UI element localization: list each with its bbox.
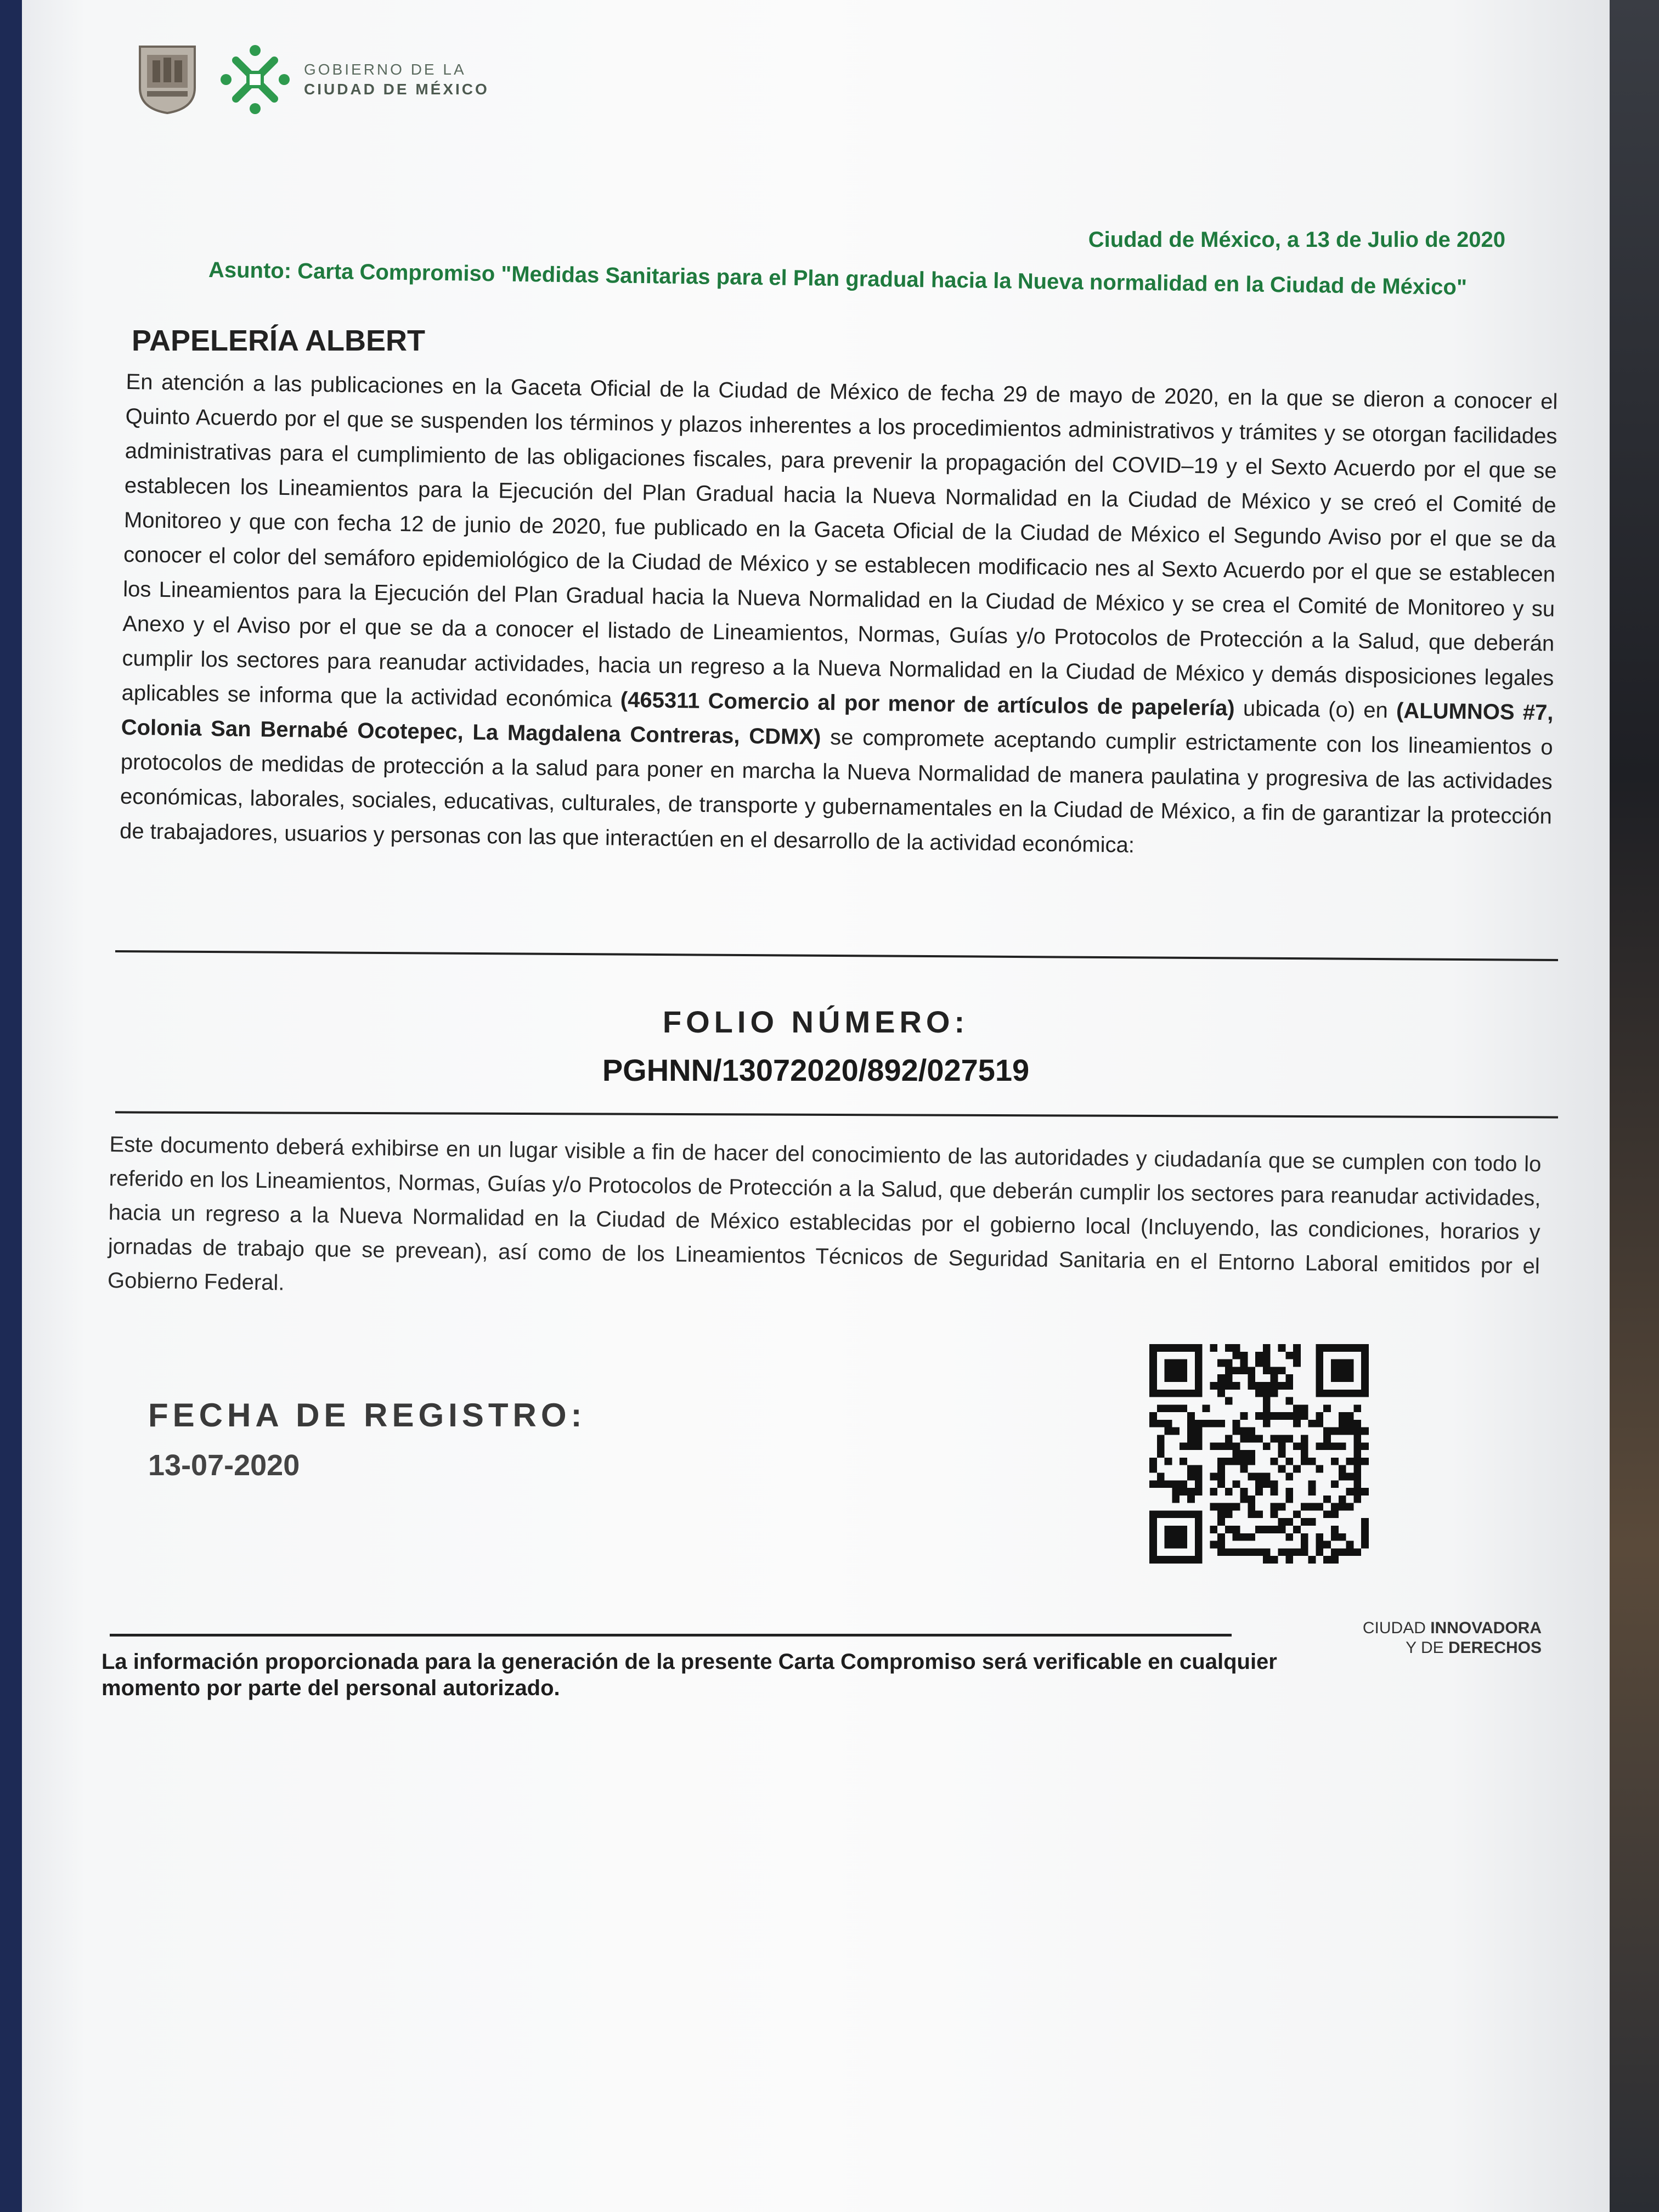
asunto-line: Asunto: Carta Compromiso "Medidas Sanitarias para el Plan gradual hacia la Nueva normalidad en la Ciudad de México": [208, 258, 1468, 300]
folio-number: PGHNN/13072020/892/027519: [602, 1053, 1030, 1087]
paragraph-commitment: se compromete aceptando cumplir estrictamente con los lineamientos o protocolos de medidas de protección a la salud para poner en marcha la Nueva Normalidad de manera paulatina y progresiva de las actividades económicas, laborales, sociales, educativas, culturales, de transporte y gubernamentales en la Ciudad de México, a fin de garantizar la protección de trabajadores, usuarios y personas con las que interactúen en el desarrollo de la actividad económica:: [119, 725, 1553, 857]
document-date: Ciudad de México, a 13 de Julio de 2020: [1088, 228, 1505, 252]
slogan-line-2: [1300, 1638, 1542, 1658]
slogan-y-de: Y DE: [1406, 1639, 1448, 1657]
coat-of-arms-icon: [137, 44, 198, 115]
folio-title: FOLIO NÚMERO:: [662, 1005, 969, 1039]
main-paragraph: [120, 365, 1558, 868]
slogan-derechos: DERECHOS: [1448, 1639, 1542, 1657]
background-right: [1610, 0, 1659, 2212]
divider-bottom: [115, 1111, 1558, 1118]
notice-paragraph: Este documento deberá exhibirse en un lugar visible a fin de hacer del conocimiento de las autoridades y ciudadanía que se cumplen con todo lo referido en los Lineamientos, Normas, Guías y/o Protocolos de Protección a la Salud, que deberán cumplir los sectores para reanudar actividades, hacia un regreso a la Nueva Normalidad en la Ciudad de México establecidas por el gobierno local (Incluyendo, las condiciones, horarios y jornadas de trabajo que se prevean), así como de los Lineamientos Técnicos de Seguridad Sanitaria en el Entorno Laboral emitidos por el Gobierno Federal.: [107, 1132, 1542, 1295]
city-slogan: [1300, 1618, 1542, 1658]
registration-date: 13-07-2020: [148, 1449, 300, 1482]
divider-top: [115, 950, 1558, 961]
paragraph-intro: En atención a las publicaciones en la Gaceta Oficial de la Ciudad de México de fecha 29 de mayo de 2020, en la que se dieron a conocer el Quinto Acuerdo por el que se suspenden los términos y plazos inherentes a los procedimientos administrativos y trámites y se otorgan facilidades administrativas para el cumplimiento de las obligaciones fiscales, para prevenir la propagación del COVID–19 y el Sexto Acuerdo por el que se establecen los Lineamientos para la Ejecución del Plan Gradual hacia la Nueva Normalidad en la Ciudad de México y se creó el Comité de Monitoreo y que con fecha 12 de junio de 2020, fue publicado en la Gaceta Oficial de la Ciudad de México el Segundo Aviso por el que se da conocer el color del semáforo epidemiológico de la Ciudad de México y se establecen modificacio nes al Sexto Acuerdo por el que se establecen los Lineamientos para la Ejecución del Plan Gradual hacia la Nueva Normalidad en la Ciudad de México y se crea el Comité de Monitoreo y su Anexo y el Aviso por el que se da a conocer el listado de Lineamientos, Normas, Guías y/o Protocolos de Protección a la Salud, que deberán cumplir los sectores para reanudar actividades, hacia un regreso a la Nueva Normalidad en la Ciudad de México y demás disposiciones legales aplicables se informa que la actividad económica: [121, 369, 1558, 712]
document-sheet: [22, 0, 1610, 2212]
paragraph-located: ubicada (o) en: [1243, 696, 1389, 723]
verification-note: La información proporcionada para la generación de la presente Carta Compromiso será verificable en cualquier momento por parte del personal autorizado.: [101, 1650, 1277, 1700]
gov-line-2: CIUDAD DE MÉXICO: [304, 81, 489, 98]
background-left: [0, 0, 22, 2212]
economic-activity: (465311 Comercio al por menor de artículos de papelería): [620, 687, 1235, 721]
business-address: (ALUMNOS #7, Colonia San Bernabé Ocotepec, La Magdalena Contreras, CDMX): [121, 698, 1554, 749]
registration-date-label: FECHA DE REGISTRO:: [148, 1397, 586, 1434]
qr-code-icon: [1149, 1341, 1369, 1566]
footer-divider: [110, 1634, 1232, 1637]
business-name: PAPELERÍA ALBERT: [132, 324, 426, 357]
slogan-ciudad: CIUDAD: [1362, 1619, 1431, 1637]
government-name: [304, 60, 489, 99]
slogan-line-1: [1300, 1618, 1542, 1638]
document-header: [137, 44, 489, 115]
gov-line-1: GOBIERNO DE LA: [304, 61, 466, 78]
slogan-innovadora: INNOVADORA: [1430, 1619, 1542, 1637]
cdmx-logo-icon: [219, 44, 291, 115]
